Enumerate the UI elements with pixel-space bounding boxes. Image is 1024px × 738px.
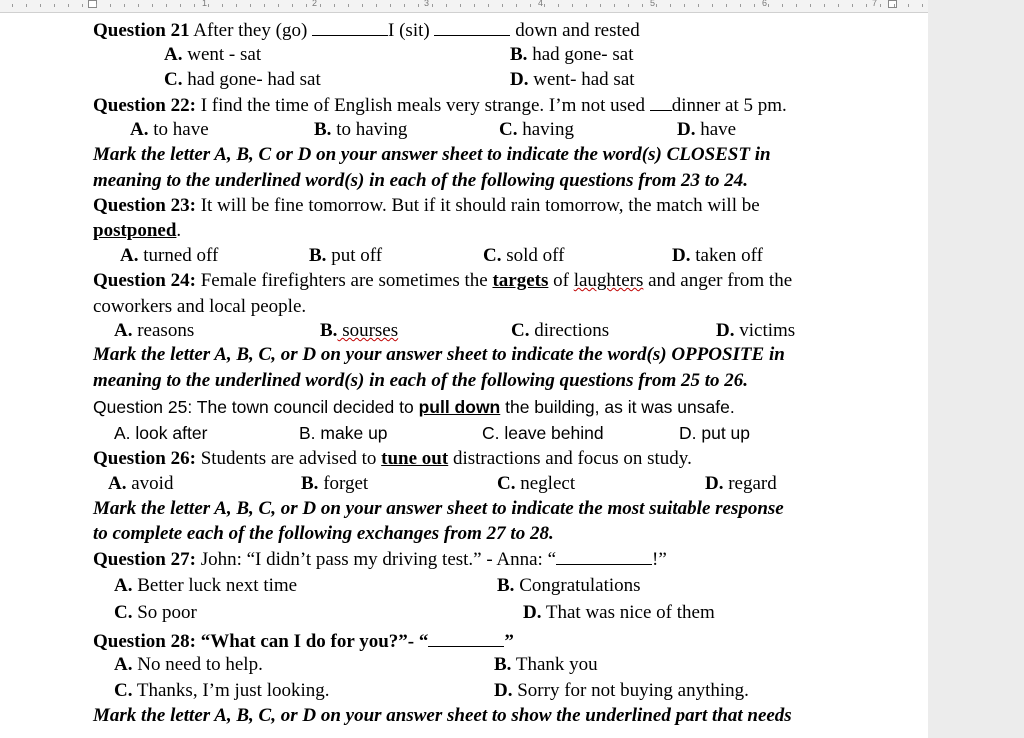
ruler-tick: [432, 4, 433, 7]
option-letter: A.: [120, 245, 139, 266]
ruler-tick: [446, 4, 447, 7]
question-text: The town council decided to: [192, 397, 419, 417]
option-text: That was nice of them: [541, 602, 715, 623]
option-text: neglect: [515, 473, 576, 494]
option-text: directions: [529, 320, 610, 341]
question-label: Question 28:: [93, 631, 196, 652]
ruler-tick: [236, 4, 237, 7]
ruler-tick: [712, 4, 713, 7]
option-letter: D.: [523, 602, 542, 623]
ruler-tick: [614, 4, 615, 7]
ruler-tick: [894, 4, 895, 7]
ruler-tick: [40, 4, 41, 7]
question-23-cont: [93, 220, 181, 242]
option-text: avoid: [126, 473, 174, 494]
question-text: John: “I didn’t pass my driving test.” - Anna: “: [195, 549, 557, 570]
question-27: [93, 548, 667, 571]
question-text: dinner at 5 pm.: [671, 95, 787, 116]
answer-blank: [434, 19, 510, 36]
option-letter: C.: [483, 245, 502, 266]
option-letter: D.: [494, 680, 513, 701]
option-letter: A.: [114, 320, 133, 341]
option-d: [679, 422, 750, 444]
instruction-line: meaning to the underlined word(s) in each of the following questions from 25 to 26.: [93, 370, 749, 391]
ruler-tick: [810, 4, 811, 7]
option-text: Thank you: [511, 654, 598, 675]
ruler-tick: [390, 4, 391, 7]
option-letter: A.: [114, 423, 131, 443]
ruler-tick: [740, 4, 741, 7]
option-text: have: [695, 119, 737, 140]
option-a: [108, 473, 173, 495]
option-text: put off: [326, 245, 383, 266]
option-letter: C.: [114, 602, 133, 623]
option-letter: A.: [108, 473, 127, 494]
option-letter: D.: [705, 473, 724, 494]
option-c: [483, 245, 564, 267]
question-text: !”: [652, 549, 667, 570]
option-text: regard: [723, 473, 777, 494]
option-letter: C.: [164, 69, 183, 90]
question-23: [93, 195, 760, 217]
question-text: of: [548, 270, 574, 291]
option-letter: B.: [301, 473, 319, 494]
option-b: [309, 245, 382, 267]
ruler-tick: [124, 4, 125, 7]
question-24: [93, 270, 792, 292]
ruler-tick: [586, 4, 587, 7]
option-text: went- had sat: [528, 69, 635, 90]
ruler-tick: [726, 4, 727, 7]
question-label: Question 24:: [93, 270, 196, 291]
ruler-tick: [306, 4, 307, 7]
option-letter: C.: [114, 680, 133, 701]
ruler-number: 1: [202, 0, 208, 8]
option-a: [114, 320, 194, 342]
ruler-tick: [208, 4, 209, 7]
ruler-tick: [278, 4, 279, 7]
ruler-tick: [880, 4, 881, 7]
option-text: leave behind: [499, 423, 604, 443]
option-b: [497, 575, 641, 597]
right-indent-marker[interactable]: [888, 0, 897, 8]
question-text: .: [176, 220, 182, 241]
spellcheck-word[interactable]: laughters: [573, 270, 644, 291]
option-text: had gone- had sat: [182, 69, 321, 90]
option-letter: B.: [320, 320, 338, 341]
question-label: Question 23:: [93, 195, 196, 216]
option-b: [301, 473, 368, 495]
ruler-number: 4: [538, 0, 544, 8]
question-22: [93, 94, 787, 117]
option-text: taken off: [690, 245, 763, 266]
ruler-tick: [348, 4, 349, 7]
answer-blank: [556, 548, 652, 565]
ruler-tick: [376, 4, 377, 7]
option-text: having: [517, 119, 574, 140]
question-label: Question 21: [93, 20, 190, 41]
underlined-word: targets: [492, 270, 549, 291]
ruler-tick: [180, 4, 181, 7]
option-text: No need to help.: [132, 654, 263, 675]
option-c: [499, 119, 574, 141]
option-text: victims: [734, 320, 796, 341]
option-text[interactable]: sourses: [337, 320, 399, 341]
question-text: distractions and focus on study.: [448, 448, 692, 469]
ruler-tick: [866, 4, 867, 7]
option-text: Congratulations: [514, 575, 641, 596]
option-text: look after: [130, 423, 208, 443]
option-letter: D.: [716, 320, 735, 341]
ruler-tick: [68, 4, 69, 7]
instruction-line: Mark the letter A, B, C, or D on your answer sheet to indicate the word(s) OPPOSITE in: [93, 344, 785, 365]
ruler-tick: [796, 4, 797, 7]
option-text: Sorry for not buying anything.: [512, 680, 749, 701]
instruction-line: to complete each of the following exchanges from 27 to 28.: [93, 523, 554, 544]
question-label: Question 25:: [93, 397, 193, 417]
instruction-line: Mark the letter A, B, C, or D on your answer sheet to show the underlined part that needs: [93, 705, 792, 726]
option-d: [705, 473, 777, 495]
option-letter: B.: [497, 575, 515, 596]
option-c: [114, 602, 197, 624]
question-text: After they (go): [189, 20, 313, 41]
ruler-tick: [250, 4, 251, 7]
ruler-tick: [656, 4, 657, 7]
ruler-tick: [558, 4, 559, 7]
window-background: [928, 0, 1024, 738]
ruler-tick: [222, 4, 223, 7]
ruler-tick: [698, 4, 699, 7]
option-letter: A.: [114, 654, 133, 675]
question-25: [93, 396, 735, 418]
option-letter: A.: [114, 575, 133, 596]
ruler-number: 5: [650, 0, 656, 8]
question-label: Question 26:: [93, 448, 196, 469]
ruler-tick: [12, 4, 13, 7]
ruler-tick: [516, 4, 517, 7]
option-letter: B.: [309, 245, 327, 266]
ruler-tick: [922, 4, 923, 7]
option-a: [130, 119, 209, 141]
question-text: Students are advised to: [195, 448, 382, 469]
ruler-tick: [600, 4, 601, 7]
ruler-tick: [824, 4, 825, 7]
ruler-tick: [320, 4, 321, 7]
question-28: [93, 630, 514, 653]
option-c: [497, 473, 575, 495]
option-d: [716, 320, 795, 342]
option-d: [672, 245, 763, 267]
option-letter: B.: [299, 423, 316, 443]
ruler-tick: [264, 4, 265, 7]
question-26: [93, 448, 692, 470]
instruction-line: Mark the letter A, B, C or D on your answer sheet to indicate the word(s) CLOSEST in: [93, 144, 771, 165]
ruler-number: 6: [762, 0, 768, 8]
option-text: forget: [318, 473, 369, 494]
question-text: and anger from the: [643, 270, 793, 291]
ruler-tick: [152, 4, 153, 7]
ruler-tick: [488, 4, 489, 7]
option-c: [482, 422, 604, 444]
ruler-tick: [110, 4, 111, 7]
ruler-tick: [460, 4, 461, 7]
option-d: [494, 680, 749, 702]
ruler-tick: [852, 4, 853, 7]
option-letter: D.: [679, 423, 697, 443]
question-text: It will be fine tomorrow. But if it should rain tomorrow, the match will be: [195, 195, 760, 216]
option-d: [510, 69, 635, 91]
option-c: [164, 69, 321, 91]
question-text: the building, as it was unsafe.: [500, 397, 735, 417]
option-letter: A.: [130, 119, 149, 140]
option-text: reasons: [132, 320, 195, 341]
ruler-tick: [334, 4, 335, 7]
option-text: turned off: [138, 245, 219, 266]
ruler-tick: [628, 4, 629, 7]
underlined-word: pull down: [418, 397, 501, 417]
ruler-number: 3: [424, 0, 430, 8]
question-text: Female firefighters are sometimes the: [195, 270, 493, 291]
option-b: [510, 44, 634, 66]
ruler-tick: [194, 4, 195, 7]
ruler-tick: [908, 4, 909, 7]
option-b: [314, 119, 407, 141]
ruler-tick: [642, 4, 643, 7]
ruler-tick: [474, 4, 475, 7]
option-c: [114, 680, 330, 702]
option-text: Thanks, I’m just looking.: [132, 680, 330, 701]
option-text: to have: [148, 119, 209, 140]
ruler-tick: [502, 4, 503, 7]
ruler-tick: [166, 4, 167, 7]
underlined-word: tune out: [381, 448, 449, 469]
question-label: Question 22:: [93, 95, 196, 116]
ruler-tick: [572, 4, 573, 7]
option-letter: B.: [314, 119, 332, 140]
option-a: [114, 422, 207, 444]
ruler-tick: [292, 4, 293, 7]
ruler-tick: [362, 4, 363, 7]
document-page: [0, 13, 928, 738]
option-text: had gone- sat: [527, 44, 634, 65]
ruler-tick: [782, 4, 783, 7]
underlined-word: postponed: [93, 220, 177, 241]
ruler-tick: [754, 4, 755, 7]
option-text: put up: [696, 423, 751, 443]
answer-blank: [428, 630, 504, 647]
ruler-tick: [838, 4, 839, 7]
ruler-tick: [404, 4, 405, 7]
ruler-tick: [530, 4, 531, 7]
option-letter: A.: [164, 44, 183, 65]
answer-blank: [650, 94, 672, 111]
option-letter: B.: [510, 44, 528, 65]
ruler-number: 7: [872, 0, 878, 8]
instruction-line: meaning to the underlined word(s) in each of the following questions from 23 to 24.: [93, 170, 749, 191]
option-a: [114, 575, 297, 597]
answer-blank: [312, 19, 388, 36]
option-letter: D.: [672, 245, 691, 266]
ruler-tick: [26, 4, 27, 7]
ruler-tick: [54, 4, 55, 7]
ruler-tick: [670, 4, 671, 7]
question-text: I (sit): [388, 20, 435, 41]
ruler-tick: [418, 4, 419, 7]
option-c: [511, 320, 609, 342]
option-letter: D.: [677, 119, 696, 140]
ruler-number: 2: [312, 0, 318, 8]
option-a: [114, 654, 263, 676]
option-text: make up: [315, 423, 388, 443]
option-letter: C.: [511, 320, 530, 341]
option-text: So poor: [132, 602, 197, 623]
ruler: [0, 0, 930, 13]
option-d: [523, 602, 715, 624]
option-b: [494, 654, 598, 676]
option-text: went - sat: [182, 44, 262, 65]
question-21: [93, 19, 640, 42]
option-b: [320, 320, 398, 342]
question-text: I find the time of English meals very strange. I’m not used: [195, 95, 650, 116]
option-letter: D.: [510, 69, 529, 90]
question-text: down and rested: [510, 20, 640, 41]
option-text: to having: [331, 119, 408, 140]
ruler-tick: [544, 4, 545, 7]
option-letter: B.: [494, 654, 512, 675]
option-text: Better luck next time: [132, 575, 298, 596]
option-letter: C.: [499, 119, 518, 140]
option-d: [677, 119, 736, 141]
question-text: ”: [504, 631, 514, 652]
ruler-tick: [684, 4, 685, 7]
option-a: [120, 245, 218, 267]
option-b: [299, 422, 388, 444]
option-text: sold off: [501, 245, 565, 266]
ruler-tick: [768, 4, 769, 7]
question-label: Question 27:: [93, 549, 196, 570]
question-24-cont: coworkers and local people.: [93, 296, 307, 317]
option-a: [164, 44, 261, 66]
ruler-tick: [82, 4, 83, 7]
ruler-tick: [138, 4, 139, 7]
instruction-line: Mark the letter A, B, C, or D on your answer sheet to indicate the most suitable response: [93, 498, 784, 519]
question-text: “What can I do for you?”- “: [195, 631, 429, 652]
option-letter: C.: [497, 473, 516, 494]
option-letter: C.: [482, 423, 500, 443]
ruler-tick: [96, 4, 97, 7]
